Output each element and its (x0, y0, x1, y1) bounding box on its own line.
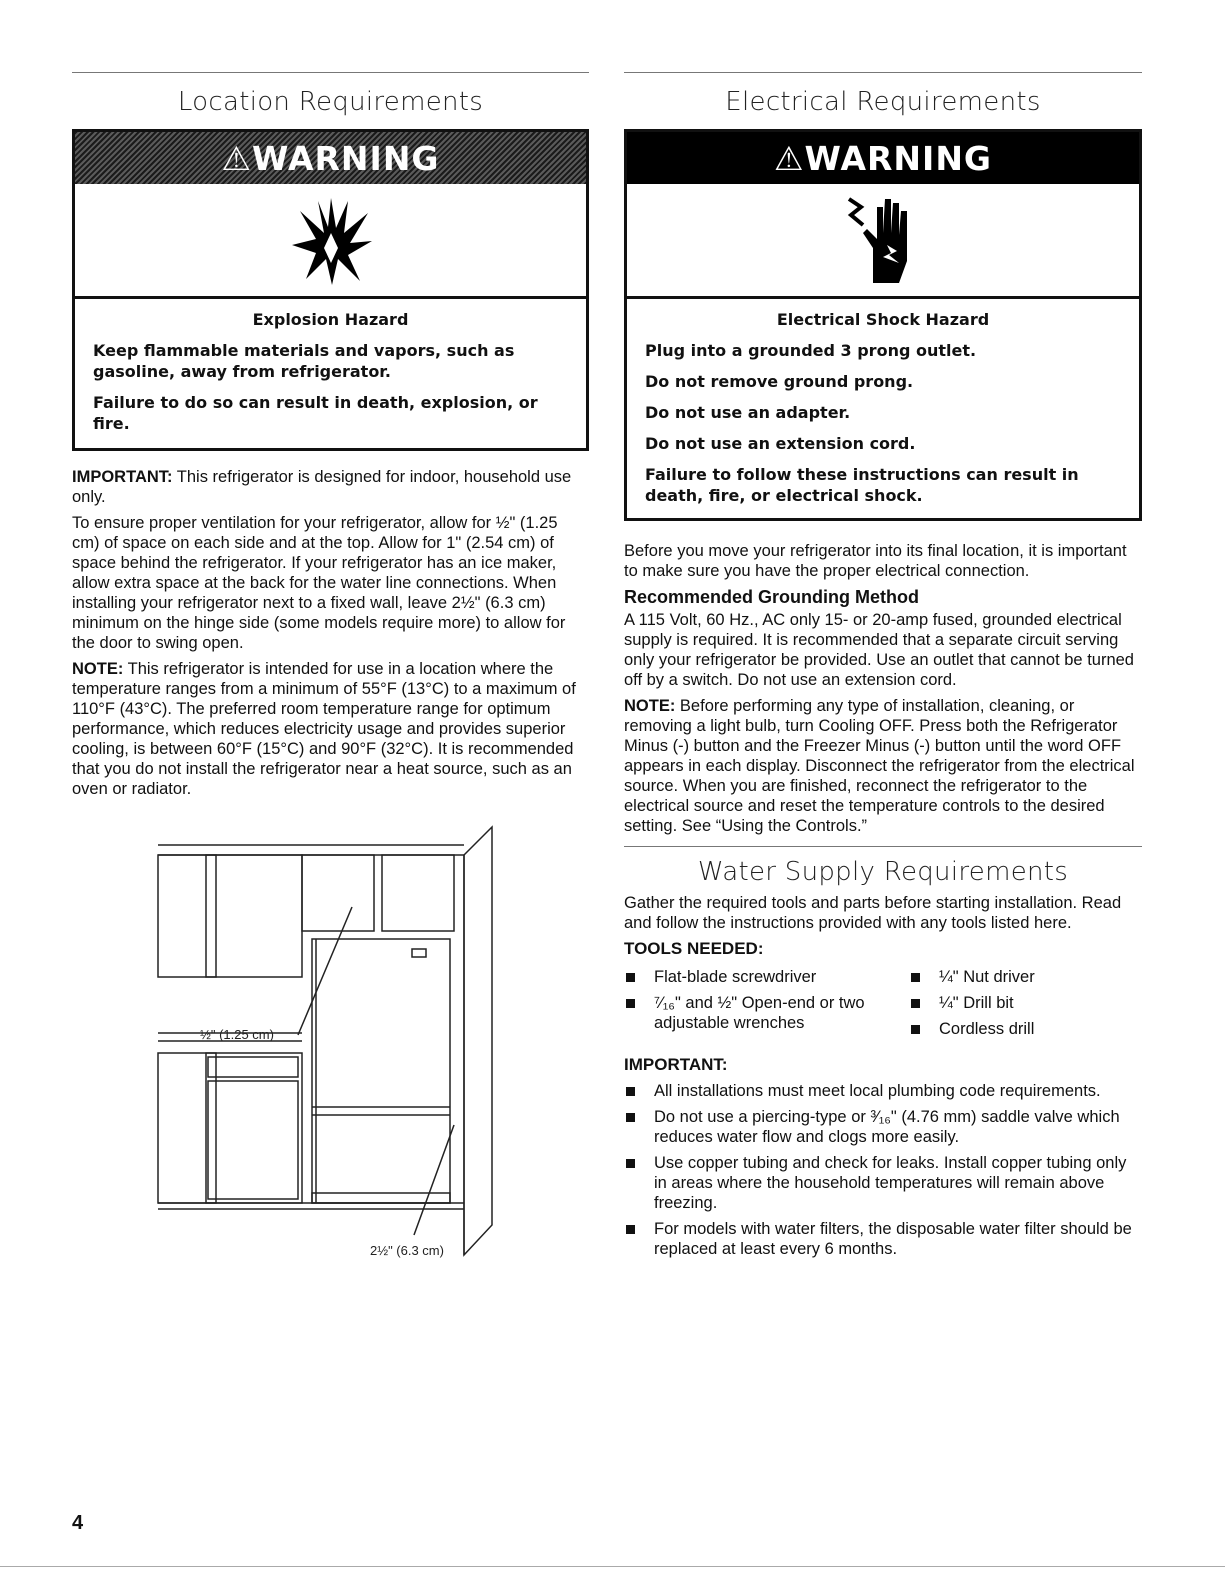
hazard-line: Failure to follow these instructions can result in death, fire, or electrical shock. (645, 465, 1079, 505)
section-rule (72, 72, 589, 73)
hazard-line: Do not use an adapter. (645, 403, 851, 422)
water-title: Water Supply Requirements (697, 857, 1069, 887)
grounding-paragraph: A 115 Volt, 60 Hz., AC only 15- or 20-amp fused, grounded electrical supply is required. It is recommended that a separate circuit serving only your refrigerator be provided. Use an outlet that cannot be turned off by a switch. Do not use an extension cord. (624, 611, 1134, 689)
water-intro: Gather the required tools and parts before starting installation. Read and follow the instructions provided with any tools listed here. (624, 894, 1122, 932)
section-rule (624, 72, 1142, 73)
hazard-line: Keep flammable materials and vapors, such as gasoline, away from refrigerator. (93, 341, 515, 381)
electrical-text (624, 541, 1142, 836)
hazard-line: Plug into a grounded 3 prong outlet. (645, 341, 977, 360)
tools-list-left (624, 967, 909, 1045)
side-clearance-label: ½" (1.25 cm) (200, 1027, 274, 1042)
note-label: NOTE: (624, 697, 676, 715)
hazard-title: Explosion Hazard (252, 310, 409, 329)
location-requirements-section (72, 72, 589, 1275)
electric-shock-hand-icon (843, 193, 923, 288)
important-item: For models with water filters, the disposable water filter should be replaced at least every 6 months. (624, 1219, 1142, 1259)
clearance-diagram (72, 825, 589, 1275)
hazard-line: Do not remove ground prong. (645, 372, 914, 391)
hazard-title: Electrical Shock Hazard (776, 310, 990, 329)
note-text: This refrigerator is intended for use in a location where the temperature ranges from a minimum of 55°F (13°C) to a maximum of 110°F (43°C). The preferred room temperature range for optimum performance, which reduces electricity usage and provides superior cooling, is between 60°F (15°C) and 90°F (32°C). It is recommended that you do not install the refrigerator near a heat source, such as an oven or radiator. (72, 660, 576, 798)
tool-item: ⁷⁄₁₆" and ½" Open-end or two adjustable wrenches (624, 993, 909, 1033)
refrigerator-clearance-illustration (72, 825, 589, 1275)
warning-body (75, 299, 586, 448)
water-important-heading: IMPORTANT: (624, 1055, 728, 1074)
note-label: NOTE: (72, 660, 124, 678)
location-title: Location Requirements (177, 87, 484, 117)
hazard-line: Failure to do so can result in death, explosion, or fire. (93, 393, 538, 433)
explosion-warning-box (72, 129, 589, 451)
tools-heading: TOOLS NEEDED: (624, 939, 764, 958)
electrical-intro: Before you move your refrigerator into its final location, it is important to make sure you have the proper electrical connection. (624, 542, 1127, 580)
important-item: Do not use a piercing-type or ³⁄₁₆" (4.76 mm) saddle valve which reduces water flow and clogs more easily. (624, 1107, 1142, 1147)
shock-warning-box (624, 129, 1142, 521)
water-supply-section (624, 857, 1142, 1259)
hazard-line: Do not use an extension cord. (645, 434, 916, 453)
important-text: This refrigerator is designed for indoor, household use only. (72, 468, 572, 506)
tool-item: Flat-blade screwdriver (624, 967, 909, 987)
note-text: Before performing any type of installation, cleaning, or removing a light bulb, turn Cooling OFF. Press both the Refrigerator Minus (-) button and the Freezer Minus (-) button until the word OFF appears in each display. Disconnect the refrigerator from the electrical source. When you are finished, reconnect the refrigerator to the electrical source and reset the temperature controls to the desired setting. See “Using the Controls.” (624, 697, 1135, 835)
electrical-title: Electrical Requirements (725, 87, 1041, 117)
important-item: All installations must meet local plumbing code requirements. (624, 1081, 1142, 1101)
grounding-heading: Recommended Grounding Method (624, 587, 919, 607)
warning-header: ⚠WARNING (627, 132, 1139, 184)
warning-header: ⚠WARNING (75, 132, 586, 184)
tool-item: Cordless drill (909, 1019, 1139, 1039)
shock-icon-area (627, 184, 1139, 299)
tools-list (624, 967, 1142, 1045)
important-paragraph (72, 467, 589, 507)
electrical-requirements-section (624, 72, 1142, 1265)
bottom-rule (0, 1566, 1225, 1567)
explosion-icon-area (75, 184, 586, 299)
important-label: IMPORTANT: (72, 468, 173, 486)
warning-body (627, 299, 1139, 518)
electrical-note-paragraph (624, 696, 1142, 836)
important-item: Use copper tubing and check for leaks. Install copper tubing only in areas where the household temperatures will remain above freezing. (624, 1153, 1142, 1213)
note-paragraph (72, 659, 589, 799)
explosion-icon (286, 193, 376, 288)
tool-item: ¼" Nut driver (909, 967, 1139, 987)
tools-list-right (909, 967, 1139, 1045)
section-rule (624, 846, 1142, 847)
page-number: 4 (72, 1512, 84, 1534)
water-important-list (624, 1081, 1142, 1259)
ventilation-paragraph: To ensure proper ventilation for your refrigerator, allow for ½" (1.25 cm) of space on each side and at the top. Allow for 1" (2.54 cm) of space behind the refrigerator. If your refrigerator has an ice maker, allow extra space at the back for the water line connections. When installing your refrigerator next to a fixed wall, leave 2½" (6.3 cm) minimum on the hinge side (some models require more) to allow for the door to swing open. (72, 514, 566, 652)
hinge-clearance-label: 2½" (6.3 cm) (370, 1243, 444, 1258)
tool-item: ¼" Drill bit (909, 993, 1139, 1013)
location-text (72, 467, 589, 799)
